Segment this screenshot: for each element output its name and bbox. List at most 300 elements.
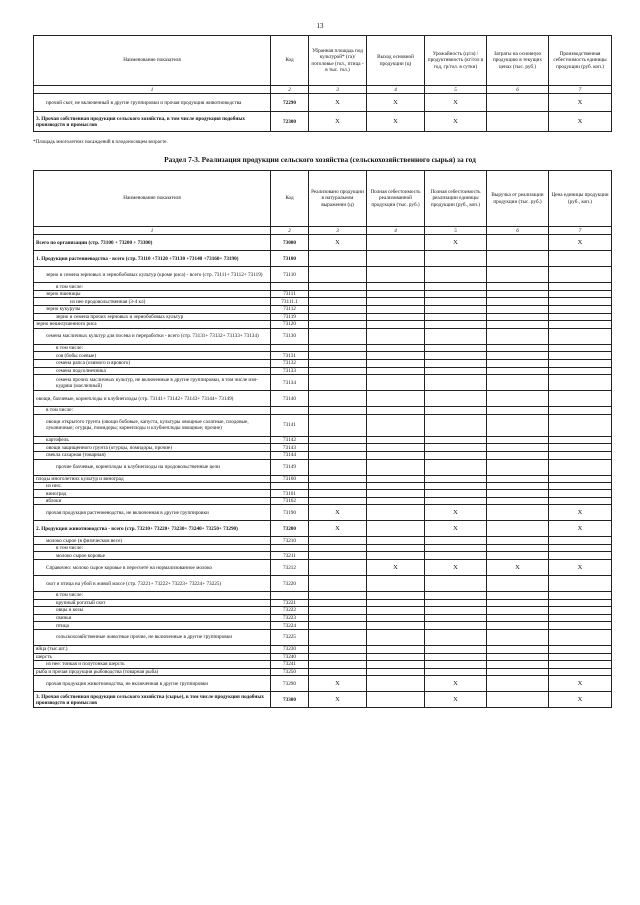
cell: [309, 352, 367, 360]
row-code: 73223: [271, 614, 309, 622]
cell: [309, 359, 367, 367]
col-number: 2: [271, 227, 309, 235]
cell: [487, 459, 549, 475]
cell: [425, 328, 487, 344]
cell: [425, 490, 487, 497]
cell: X: [309, 235, 367, 251]
cell: [367, 298, 425, 306]
row-code: 72300: [271, 112, 309, 132]
row-name: в том числе:: [34, 544, 271, 552]
cell: [367, 375, 425, 391]
cell: [367, 475, 425, 483]
row-name: яблоки: [34, 497, 271, 504]
table-row: [34, 692, 612, 708]
table-row: [34, 290, 612, 298]
cell: [487, 676, 549, 692]
cell: [487, 367, 549, 375]
cell: X: [425, 505, 487, 521]
row-name: в том числе:: [34, 407, 271, 415]
row-name: зерно и семена прочих зерновых и зернобобовых культур: [34, 313, 271, 321]
table-row: [34, 614, 612, 622]
row-code: 73134: [271, 375, 309, 391]
header-yield: Урожайность (ц/га) / продуктивность (кг/гол в год, гр/гол. в сутки): [425, 36, 487, 86]
cell: X: [425, 560, 487, 576]
row-name: молоко сырое (в физическом весе): [34, 537, 271, 545]
footnote: *Площадь многолетних насаждений в плодоносящем возрасте.: [33, 140, 168, 145]
cell: [367, 451, 425, 459]
cell: [367, 653, 425, 661]
row-name: скот и птица на убой в живой массе (стр. 73221+ 73222+ 73223+ 73224+ 73225): [34, 576, 271, 592]
row-name: крупный рогатый скот: [34, 599, 271, 607]
row-name: овцы и козы: [34, 607, 271, 615]
cell: [425, 451, 487, 459]
row-code: 73112: [271, 305, 309, 313]
cell: [487, 352, 549, 360]
row-code: 73300: [271, 692, 309, 708]
cell: [367, 630, 425, 646]
cell: [367, 483, 425, 490]
cell: [425, 592, 487, 600]
cell: [425, 544, 487, 552]
cell: X: [549, 692, 612, 708]
row-code: 73212: [271, 560, 309, 576]
row-name: семена масличных культур для посева и переработки - всего (стр. 73131+ 73132+ 73133+ 73134): [34, 328, 271, 344]
cell: [487, 521, 549, 537]
table-row: [34, 321, 612, 329]
cell: [309, 290, 367, 298]
table-row: [34, 560, 612, 576]
cell: [309, 560, 367, 576]
cell: [425, 407, 487, 415]
cell: [367, 251, 425, 267]
cell: [309, 267, 367, 283]
row-name: зерно кукурузы: [34, 305, 271, 313]
cell: [487, 607, 549, 615]
row-code: 73210: [271, 537, 309, 545]
row-name: Всего по организации (стр. 73100 + 73200 + 73300): [34, 235, 271, 251]
cell: X: [425, 235, 487, 251]
row-name: яйца (тыс.шт.): [34, 646, 271, 654]
cell: [425, 622, 487, 630]
table-row: [34, 283, 612, 290]
cell: [367, 537, 425, 545]
cell: [309, 576, 367, 592]
cell: [425, 646, 487, 654]
cell: X: [549, 521, 612, 537]
cell: [487, 630, 549, 646]
row-name: овощи открытого грунта (овощи бобовые, капуста, культуры овощные салатные, плодовые, луковичные; огурцы, помидоры; корнеплоды и клубнеплоды овощные; прочие): [34, 414, 271, 436]
row-name: из нее продовольственная (3-4 кл): [34, 298, 271, 306]
section-title: Раздел 7-3. Реализация продукции сельского хозяйства (сельскохозяйственного сырья) за год: [164, 155, 476, 164]
cell: [309, 298, 367, 306]
cell: X: [549, 235, 612, 251]
cell: [367, 497, 425, 504]
row-code: 73211: [271, 552, 309, 560]
cell: [309, 622, 367, 630]
cell: [549, 668, 612, 676]
header-sold: Реализовано продукции в натуральном выражении (ц): [309, 171, 367, 227]
cell: [487, 505, 549, 521]
cell: [549, 544, 612, 552]
cell: [425, 630, 487, 646]
cell: [549, 444, 612, 452]
row-code: 73290: [271, 676, 309, 692]
cell: [309, 599, 367, 607]
cell: [549, 599, 612, 607]
row-code: 73140: [271, 391, 309, 407]
row-code: 72290: [271, 94, 309, 112]
cell: X: [309, 505, 367, 521]
cell: X: [309, 692, 367, 708]
row-code: 73111: [271, 290, 309, 298]
cell: [487, 344, 549, 352]
row-name: картофель: [34, 436, 271, 444]
table-row: [34, 328, 612, 344]
cell: [487, 290, 549, 298]
cell: [549, 290, 612, 298]
cell: [367, 444, 425, 452]
row-code: 73224: [271, 622, 309, 630]
header-code: Код: [271, 171, 309, 227]
cell: [549, 283, 612, 290]
cell: [309, 313, 367, 321]
row-code: 73221: [271, 599, 309, 607]
table-row: [34, 552, 612, 560]
cell: [425, 668, 487, 676]
cell: [367, 676, 425, 692]
table-row: [34, 505, 612, 521]
cell: [367, 552, 425, 560]
cell: [487, 235, 549, 251]
cell: [549, 552, 612, 560]
cell: [367, 490, 425, 497]
row-name: прочая продукция животноводства, не включенная в другие группировки: [34, 676, 271, 692]
cell: [487, 544, 549, 552]
row-code: 73130: [271, 328, 309, 344]
cell: [487, 622, 549, 630]
row-name: свекла сахарная (товарная): [34, 451, 271, 459]
cell: [549, 367, 612, 375]
cell: [487, 592, 549, 600]
cell: [309, 483, 367, 490]
cell: [309, 661, 367, 669]
cell: [487, 614, 549, 622]
table-row: [34, 367, 612, 375]
table-row: [34, 375, 612, 391]
header-full-cost: Полная себестоимость реализованной продукции (тыс. руб.): [367, 171, 425, 227]
table-row: [34, 94, 612, 112]
row-code: 73200: [271, 521, 309, 537]
cell: X: [425, 692, 487, 708]
row-code: [271, 344, 309, 352]
table-row: [34, 537, 612, 545]
cell: [425, 267, 487, 283]
cell: [309, 375, 367, 391]
cell: [367, 414, 425, 436]
cell: [309, 283, 367, 290]
row-name: семена рапса (озимого и ярового): [34, 359, 271, 367]
cell: X: [549, 112, 612, 132]
row-name: 1. Продукция растениеводства - всего (стр. 73110 +73120 +73130 +73140 +73160+ 73190): [34, 251, 271, 267]
cell: X: [549, 94, 612, 112]
table-row: [34, 630, 612, 646]
cell: [367, 344, 425, 352]
cell: [367, 692, 425, 708]
header-code: Код: [271, 36, 309, 86]
cell: [309, 544, 367, 552]
row-code: 73110: [271, 267, 309, 283]
header-revenue: Выручка от реализации продукции (тыс. руб.): [487, 171, 549, 227]
cell: [425, 375, 487, 391]
cell: [425, 576, 487, 592]
row-name: семена прочих масличных культур, не включенные в другие группировки, в том числе иэн-кудряш (масличный): [34, 375, 271, 391]
row-name: виноград: [34, 490, 271, 497]
row-name: прочий скот, не включенный в другие группировки и прочая продукция животноводства: [34, 94, 271, 112]
row-name: из них:: [34, 483, 271, 490]
cell: [487, 661, 549, 669]
cell: [549, 483, 612, 490]
cell: [425, 344, 487, 352]
cell: [309, 321, 367, 329]
cell: [309, 607, 367, 615]
cell: [367, 592, 425, 600]
col-number: 3: [309, 86, 367, 94]
table-row: [34, 444, 612, 452]
cell: [549, 490, 612, 497]
table-row: [34, 267, 612, 283]
table-row: [34, 490, 612, 497]
cell: X: [309, 94, 367, 112]
row-name: плоды многолетних культур и виноград: [34, 475, 271, 483]
table-row: [34, 576, 612, 592]
cell: [309, 459, 367, 475]
cell: [309, 444, 367, 452]
row-code: 73222: [271, 607, 309, 615]
cell: [309, 344, 367, 352]
cell: [487, 414, 549, 436]
cell: [549, 475, 612, 483]
col-number: 6: [487, 227, 549, 235]
cell: [487, 436, 549, 444]
row-code: 73190: [271, 505, 309, 521]
table-row: [34, 414, 612, 436]
row-name: молоко сырое коровье: [34, 552, 271, 560]
cell: [549, 436, 612, 444]
cell: [549, 414, 612, 436]
cell: [309, 305, 367, 313]
col-number: 3: [309, 227, 367, 235]
sales-table: [33, 170, 612, 708]
table-row: [34, 305, 612, 313]
table-row: [34, 653, 612, 661]
cell: X: [549, 676, 612, 692]
col-number: 1: [34, 86, 271, 94]
cell: X: [487, 560, 549, 576]
cell: [487, 483, 549, 490]
cell: [549, 622, 612, 630]
cell: [549, 344, 612, 352]
cell: [487, 359, 549, 367]
production-table: [33, 35, 612, 132]
row-name: овощи защищенного грунта (огурцы, помидоры, прочие): [34, 444, 271, 452]
cell: [487, 298, 549, 306]
row-code: 73100: [271, 251, 309, 267]
table-row: [34, 344, 612, 352]
cell: [487, 375, 549, 391]
cell: [487, 391, 549, 407]
cell: [367, 459, 425, 475]
cell: [425, 475, 487, 483]
row-code: [271, 407, 309, 415]
cell: X: [367, 94, 425, 112]
cell: X: [367, 560, 425, 576]
table-row: [34, 592, 612, 600]
cell: [487, 537, 549, 545]
table-row: [34, 352, 612, 360]
cell: [549, 576, 612, 592]
row-code: [271, 544, 309, 552]
cell: [487, 576, 549, 592]
cell: X: [367, 112, 425, 132]
row-code: 73111.1: [271, 298, 309, 306]
row-code: [271, 283, 309, 290]
cell: [549, 313, 612, 321]
row-name: шерсть: [34, 653, 271, 661]
cell: [425, 497, 487, 504]
cell: X: [425, 676, 487, 692]
cell: [425, 459, 487, 475]
cell: [425, 537, 487, 545]
cell: [425, 483, 487, 490]
cell: [367, 367, 425, 375]
table-row: [34, 313, 612, 321]
cell: [549, 653, 612, 661]
cell: [425, 321, 487, 329]
cell: [309, 490, 367, 497]
cell: [309, 328, 367, 344]
row-code: 73119: [271, 313, 309, 321]
cell: [367, 235, 425, 251]
row-name: свиньи: [34, 614, 271, 622]
cell: [487, 112, 549, 132]
row-code: [271, 592, 309, 600]
header-name: Наименование показателя: [34, 36, 271, 86]
row-name: 2. Продукция животноводства - всего (стр. 73210+ 73220+ 73230+ 73240+ 73250+ 73290): [34, 521, 271, 537]
row-code: 73133: [271, 367, 309, 375]
table-row: [34, 668, 612, 676]
row-name: зерно и семена зерновых и зернобобовых культур (кроме риса) - всего (стр. 73111+ 73112+ 73119): [34, 267, 271, 283]
table-row: [34, 497, 612, 504]
row-code: 73162: [271, 497, 309, 504]
cell: [549, 451, 612, 459]
cell: [549, 407, 612, 415]
cell: [367, 607, 425, 615]
col-number: 7: [549, 86, 612, 94]
col-number: 5: [425, 86, 487, 94]
cell: [425, 436, 487, 444]
cell: [425, 290, 487, 298]
cell: [367, 661, 425, 669]
cell: X: [425, 94, 487, 112]
table-row: [34, 436, 612, 444]
cell: [425, 599, 487, 607]
cell: X: [549, 505, 612, 521]
cell: [367, 622, 425, 630]
cell: [549, 305, 612, 313]
cell: [549, 251, 612, 267]
cell: X: [309, 112, 367, 132]
cell: [367, 599, 425, 607]
col-number: 4: [367, 86, 425, 94]
header-costs: Затраты на основную продукцию в текущих ценах (тыс. руб.): [487, 36, 549, 86]
table-row: [34, 676, 612, 692]
cell: X: [309, 521, 367, 537]
cell: [425, 607, 487, 615]
cell: [309, 653, 367, 661]
row-code: [271, 483, 309, 490]
cell: [309, 451, 367, 459]
col-number: 4: [367, 227, 425, 235]
cell: [549, 537, 612, 545]
cell: [309, 630, 367, 646]
table-row: [34, 661, 612, 669]
cell: [549, 630, 612, 646]
table-row: [34, 298, 612, 306]
cell: [309, 407, 367, 415]
cell: X: [549, 560, 612, 576]
cell: [367, 505, 425, 521]
cell: [487, 451, 549, 459]
cell: [487, 475, 549, 483]
cell: X: [425, 112, 487, 132]
cell: [549, 267, 612, 283]
col-number: 1: [34, 227, 271, 235]
row-name: Справочно: молоко сырое коровье в пересчете на нормализованное молоко: [34, 560, 271, 576]
cell: [487, 497, 549, 504]
row-code: 73149: [271, 459, 309, 475]
table-row: [34, 112, 612, 132]
cell: [309, 592, 367, 600]
row-code: 73230: [271, 646, 309, 654]
table-row: [34, 235, 612, 251]
cell: [549, 646, 612, 654]
table-row: [34, 646, 612, 654]
row-code: 73160: [271, 475, 309, 483]
cell: [425, 661, 487, 669]
row-name: соя (бобы соевые): [34, 352, 271, 360]
row-code: 73250: [271, 668, 309, 676]
row-name: сельскохозяйственные животные прочие, не включенные в другие группировки: [34, 630, 271, 646]
cell: [309, 251, 367, 267]
row-code: 73120: [271, 321, 309, 329]
cell: [549, 352, 612, 360]
cell: [549, 592, 612, 600]
row-code: 73240: [271, 653, 309, 661]
table-row: [34, 544, 612, 552]
cell: [309, 367, 367, 375]
cell: [487, 444, 549, 452]
row-name: семена подсолнечника: [34, 367, 271, 375]
table-row: [34, 622, 612, 630]
cell: [367, 668, 425, 676]
row-code: 73000: [271, 235, 309, 251]
table-row: [34, 391, 612, 407]
cell: [425, 552, 487, 560]
row-code: 73142: [271, 436, 309, 444]
row-name: в том числе:: [34, 283, 271, 290]
cell: [425, 359, 487, 367]
row-code: 73132: [271, 359, 309, 367]
